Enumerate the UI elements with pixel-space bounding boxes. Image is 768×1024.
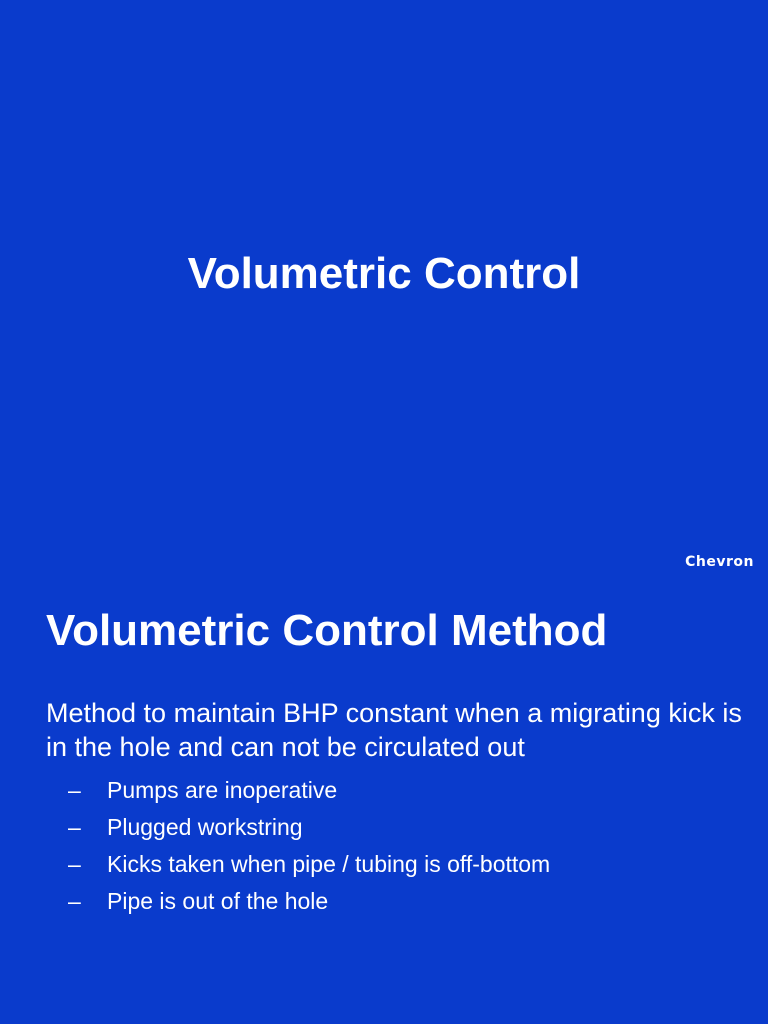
content-slide-title: Volumetric Control Method xyxy=(46,606,608,655)
bullet-text: Kicks taken when pipe / tubing is off-bottom xyxy=(107,851,551,877)
brand-logo-text: Chevron xyxy=(685,554,754,570)
bullet-list xyxy=(68,772,550,920)
slide-title: Volumetric Control xyxy=(187,249,581,298)
list-item xyxy=(68,772,550,809)
list-item xyxy=(68,846,550,883)
intro-paragraph: Method to maintain BHP constant when a migrating kick is in the hole and can not be circulated out xyxy=(46,698,742,762)
dash-bullet-icon: – xyxy=(68,851,81,877)
bullet-text: Plugged workstring xyxy=(107,814,303,840)
dash-bullet-icon: – xyxy=(68,814,81,840)
content-slide xyxy=(0,576,768,1024)
bullet-text: Pipe is out of the hole xyxy=(107,888,329,914)
dash-bullet-icon: – xyxy=(68,888,81,914)
dash-bullet-icon: – xyxy=(68,777,81,803)
bullet-text: Pumps are inoperative xyxy=(107,777,338,803)
list-item xyxy=(68,809,550,846)
list-item xyxy=(68,883,550,920)
